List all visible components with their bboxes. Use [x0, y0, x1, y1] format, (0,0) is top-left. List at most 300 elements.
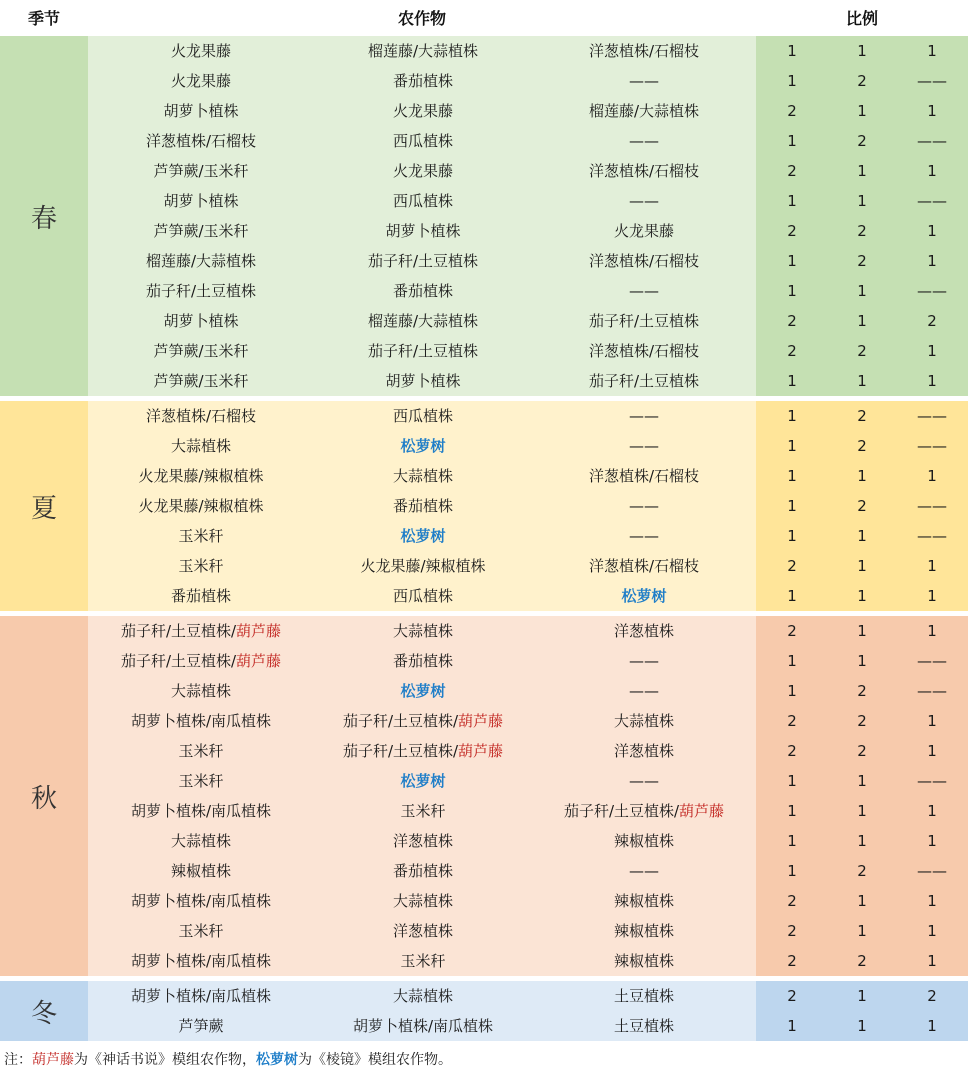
- crop-name: 洋葱植株: [392, 832, 453, 850]
- table-row: [0, 646, 968, 676]
- crop-name: 辣椒植株: [613, 952, 674, 970]
- table-row: [0, 826, 968, 856]
- ratio-cell-2: 1: [857, 652, 867, 670]
- crop-cell-1: [88, 706, 314, 736]
- note-prefix: 注：: [4, 1052, 32, 1068]
- season-group-autumn: [0, 616, 968, 976]
- crop-name: 洋葱植株: [613, 742, 674, 760]
- ratio-cell-1: 1: [787, 682, 797, 700]
- crop-cell-1: [88, 521, 314, 551]
- ratio-cell-3: 1: [927, 952, 937, 970]
- ratio-cell-3: ——: [917, 862, 947, 880]
- crop-cell-2: [314, 126, 532, 156]
- table-row: [0, 366, 968, 396]
- crop-cell-3: [532, 916, 756, 946]
- ratio-cell-3: 1: [927, 742, 937, 760]
- crop-name: 洋葱植株: [392, 922, 453, 940]
- crop-name: 玉米秆: [178, 527, 224, 545]
- crop-cell-3: [532, 431, 756, 461]
- ratio-cell-1: 1: [787, 587, 797, 605]
- crop-cell-3: [532, 306, 756, 336]
- crop-name: 大蒜植株: [170, 437, 231, 455]
- ratio-cell-3: 1: [927, 802, 937, 820]
- ratio-cell-2: 2: [857, 72, 867, 90]
- table-row: [0, 616, 968, 646]
- crop-name: 洋葱植株/石榴枝: [588, 252, 700, 270]
- crop-name: 玉米秆: [178, 922, 224, 940]
- crop-name: 番茄植株: [392, 862, 453, 880]
- ratio-cell-2: 1: [857, 42, 867, 60]
- crop-name: ——: [629, 682, 659, 700]
- ratio-cell-1: 1: [787, 132, 797, 150]
- crop-name: 番茄植株: [392, 72, 453, 90]
- crop-name: 番茄植株: [170, 587, 231, 605]
- ratio-cell-1: 1: [787, 802, 797, 820]
- crop-name: 松萝树: [400, 682, 446, 700]
- ratio-cell-3: 1: [927, 622, 937, 640]
- crop-cell-2: [314, 616, 532, 646]
- note-mod1-text: 为《神话书说》模组农作物，: [74, 1052, 256, 1068]
- ratio-cell-3: 1: [927, 102, 937, 120]
- header-ratio: 比例: [845, 9, 878, 28]
- crop-cell-2: [314, 676, 532, 706]
- crop-cell-3: [532, 96, 756, 126]
- ratio-cell-2: 2: [857, 132, 867, 150]
- crop-cell-2: [314, 886, 532, 916]
- crop-cell-2: [314, 706, 532, 736]
- crop-name: 洋葱植株/石榴枝: [588, 162, 700, 180]
- table-row: [0, 581, 968, 611]
- crop-name: 胡萝卜植株: [385, 222, 461, 240]
- ratio-cell-1: 1: [787, 437, 797, 455]
- crop-name: 松萝树: [400, 772, 446, 790]
- crop-name: ——: [629, 407, 659, 425]
- crop-name: 辣椒植株: [170, 862, 231, 880]
- crop-cell-2: [314, 431, 532, 461]
- season-label-autumn: 秋: [0, 616, 88, 976]
- crop-cell-1: [88, 616, 314, 646]
- ratio-cell-1: 1: [787, 72, 797, 90]
- ratio-cell-2: 2: [857, 252, 867, 270]
- crop-name: 西瓜植株: [392, 587, 453, 605]
- crop-name: 洋葱植株/石榴枝: [588, 557, 700, 575]
- ratio-cell-3: ——: [917, 497, 947, 515]
- ratio-cell-1: 2: [787, 952, 797, 970]
- crop-name: 大蒜植株: [392, 987, 453, 1005]
- ratio-cell-1: 2: [787, 557, 797, 575]
- ratio-cell-3: ——: [917, 772, 947, 790]
- crop-name: 茄子秆/土豆植株: [588, 372, 700, 390]
- crop-cell-3: [532, 736, 756, 766]
- ratio-cell-3: 1: [927, 372, 937, 390]
- crop-cell-2: [314, 96, 532, 126]
- ratio-cell-2: 2: [857, 222, 867, 240]
- crop-cell-3: [532, 551, 756, 581]
- ratio-cell-3: 1: [927, 252, 937, 270]
- crop-name: ——: [629, 437, 659, 455]
- ratio-cell-2: 1: [857, 282, 867, 300]
- table-row: [0, 186, 968, 216]
- crop-cell-2: [314, 946, 532, 976]
- crop-cell-2: [314, 276, 532, 306]
- crop-name: 火龙果藤/辣椒植株: [138, 497, 264, 515]
- ratio-cell-1: 2: [787, 987, 797, 1005]
- crop-cell-1: [88, 366, 314, 396]
- crop-cell-1: [88, 736, 314, 766]
- crop-cell-3: [532, 796, 756, 826]
- ratio-cell-3: 1: [927, 162, 937, 180]
- table-row: [0, 796, 968, 826]
- crop-name: 大蒜植株: [392, 892, 453, 910]
- ratio-cell-3: ——: [917, 437, 947, 455]
- crop-cell-3: [532, 216, 756, 246]
- ratio-cell-3: 1: [927, 587, 937, 605]
- crop-name: 胡萝卜植株: [163, 312, 239, 330]
- crop-cell-2: [314, 306, 532, 336]
- ratio-cell-2: 1: [857, 772, 867, 790]
- ratio-cell-1: 2: [787, 102, 797, 120]
- table-row: [0, 276, 968, 306]
- table-row: [0, 946, 968, 976]
- crop-cell-3: [532, 401, 756, 431]
- crop-name: 辣椒植株: [613, 922, 674, 940]
- crop-cell-2: [314, 521, 532, 551]
- ratio-cell-1: 1: [787, 467, 797, 485]
- ratio-cell-2: 1: [857, 832, 867, 850]
- crop-name: 火龙果藤/辣椒植株: [138, 467, 264, 485]
- crop-cell-3: [532, 461, 756, 491]
- crop-cell-1: [88, 886, 314, 916]
- crop-name: 榴莲藤/大蒜植株: [367, 312, 479, 330]
- crop-name: 洋葱植株/石榴枝: [588, 467, 700, 485]
- ratio-cell-3: 1: [927, 892, 937, 910]
- crop-name: 大蒜植株: [170, 832, 231, 850]
- ratio-cell-1: 1: [787, 1017, 797, 1035]
- crop-name: 洋葱植株: [613, 622, 674, 640]
- crop-cell-3: [532, 981, 756, 1011]
- crop-cell-1: [88, 431, 314, 461]
- crop-name: 洋葱植株/石榴枝: [588, 342, 700, 360]
- ratio-cell-1: 2: [787, 742, 797, 760]
- ratio-cell-2: 1: [857, 987, 867, 1005]
- crop-cell-3: [532, 946, 756, 976]
- crop-name: 洋葱植株/石榴枝: [145, 132, 257, 150]
- crop-name: 胡萝卜植株/南瓜植株: [130, 952, 272, 970]
- ratio-cell-1: 2: [787, 922, 797, 940]
- crop-name: 茄子秆/土豆植株/: [120, 622, 237, 640]
- crop-cell-3: [532, 1011, 756, 1041]
- crop-name: 茄子秆/土豆植株/: [120, 652, 237, 670]
- ratio-cell-1: 1: [787, 407, 797, 425]
- crop-name: 火龙果藤: [170, 72, 231, 90]
- crop-cell-1: [88, 796, 314, 826]
- ratio-cell-3: ——: [917, 132, 947, 150]
- crop-name: ——: [629, 132, 659, 150]
- crop-name: 胡萝卜植株: [163, 102, 239, 120]
- crop-name: 大蒜植株: [613, 712, 674, 730]
- ratio-cell-2: 2: [857, 437, 867, 455]
- crop-name: 西瓜植株: [392, 407, 453, 425]
- ratio-cell-1: 1: [787, 282, 797, 300]
- crop-cell-1: [88, 856, 314, 886]
- table-row: [0, 96, 968, 126]
- crop-name: 芦笋蕨/玉米秆: [153, 162, 249, 180]
- crop-cell-3: [532, 126, 756, 156]
- ratio-cell-2: 1: [857, 467, 867, 485]
- table-row: [0, 431, 968, 461]
- ratio-cell-1: 1: [787, 252, 797, 270]
- table-row: [0, 1011, 968, 1041]
- ratio-cell-2: 2: [857, 712, 867, 730]
- ratio-cell-1: 1: [787, 192, 797, 210]
- ratio-cell-2: 1: [857, 527, 867, 545]
- ratio-cell-2: 2: [857, 407, 867, 425]
- ratio-cell-2: 1: [857, 802, 867, 820]
- season-group-summer: [0, 401, 968, 611]
- crop-cell-3: [532, 886, 756, 916]
- ratio-cell-1: 2: [787, 222, 797, 240]
- crop-name: 茄子秆/土豆植株/: [342, 742, 459, 760]
- ratio-cell-2: 2: [857, 952, 867, 970]
- table-row: [0, 336, 968, 366]
- crop-name: 玉米秆: [178, 772, 224, 790]
- crop-cell-3: [532, 186, 756, 216]
- crop-name: 番茄植株: [392, 652, 453, 670]
- crop-cell-3: [532, 581, 756, 611]
- crop-cell-1: [88, 461, 314, 491]
- table-row: [0, 216, 968, 246]
- crop-name: 番茄植株: [392, 282, 453, 300]
- crop-cell-1: [88, 1011, 314, 1041]
- table-row: [0, 886, 968, 916]
- season-label-winter: 冬: [0, 981, 88, 1041]
- table-row: [0, 246, 968, 276]
- crop-cell-1: [88, 646, 314, 676]
- ratio-cell-3: 1: [927, 342, 937, 360]
- crop-cell-2: [314, 36, 532, 66]
- crop-cell-3: [532, 676, 756, 706]
- crop-name: 土豆植株: [613, 987, 674, 1005]
- ratio-cell-2: 1: [857, 557, 867, 575]
- ratio-cell-1: 1: [787, 42, 797, 60]
- table-row: [0, 856, 968, 886]
- ratio-cell-3: 1: [927, 1017, 937, 1035]
- crop-cell-2: [314, 916, 532, 946]
- crop-cell-2: [314, 401, 532, 431]
- crop-cell-3: [532, 706, 756, 736]
- ratio-cell-3: 2: [927, 312, 937, 330]
- crop-name: 玉米秆: [400, 802, 446, 820]
- crop-cell-3: [532, 856, 756, 886]
- ratio-cell-2: 1: [857, 372, 867, 390]
- crop-cell-1: [88, 581, 314, 611]
- crop-name: 芦笋蕨/玉米秆: [153, 342, 249, 360]
- crop-cell-2: [314, 766, 532, 796]
- crop-name: 大蒜植株: [170, 682, 231, 700]
- crop-name: 辣椒植株: [613, 892, 674, 910]
- crop-cell-3: [532, 766, 756, 796]
- crop-name: 火龙果藤: [392, 102, 453, 120]
- crop-name: 火龙果藤: [170, 42, 231, 60]
- crop-cell-1: [88, 491, 314, 521]
- table-row: [0, 36, 968, 66]
- table-row: [0, 401, 968, 431]
- footnote: [4, 1048, 452, 1072]
- table-row: [0, 916, 968, 946]
- crop-name: 大蒜植株: [392, 467, 453, 485]
- crop-name: 洋葱植株/石榴枝: [145, 407, 257, 425]
- ratio-cell-2: 2: [857, 497, 867, 515]
- crop-cell-2: [314, 246, 532, 276]
- crop-name: 芦笋蕨/玉米秆: [153, 222, 249, 240]
- crop-name: 葫芦藤: [458, 742, 504, 760]
- ratio-cell-2: 1: [857, 922, 867, 940]
- crop-cell-3: [532, 276, 756, 306]
- crop-name: ——: [629, 72, 659, 90]
- crop-name: 胡萝卜植株/南瓜植株: [130, 987, 272, 1005]
- ratio-cell-1: 1: [787, 772, 797, 790]
- crop-name: 茄子秆/土豆植株/: [563, 802, 680, 820]
- crop-cell-2: [314, 646, 532, 676]
- ratio-cell-1: 2: [787, 892, 797, 910]
- crop-cell-1: [88, 186, 314, 216]
- crop-name: 松萝树: [400, 527, 446, 545]
- crop-name: 榴莲藤/大蒜植株: [145, 252, 257, 270]
- note-mod2-text: 为《棱镜》模组农作物。: [298, 1052, 452, 1068]
- crop-name: 番茄植株: [392, 497, 453, 515]
- crop-cell-1: [88, 306, 314, 336]
- crop-name: 葫芦藤: [236, 652, 282, 670]
- crop-cell-2: [314, 796, 532, 826]
- crop-name: ——: [629, 862, 659, 880]
- crop-cell-3: [532, 646, 756, 676]
- crop-name: 芦笋蕨: [178, 1017, 224, 1035]
- crop-name: 洋葱植株/石榴枝: [588, 42, 700, 60]
- crop-cell-2: [314, 491, 532, 521]
- crop-cell-3: [532, 491, 756, 521]
- ratio-cell-2: 1: [857, 622, 867, 640]
- crop-name: ——: [629, 652, 659, 670]
- ratio-cell-3: ——: [917, 407, 947, 425]
- ratio-cell-2: 2: [857, 862, 867, 880]
- crop-name: 茄子秆/土豆植株/: [342, 712, 459, 730]
- crop-name: ——: [629, 282, 659, 300]
- ratio-cell-2: 1: [857, 587, 867, 605]
- ratio-cell-2: 1: [857, 162, 867, 180]
- crop-cell-3: [532, 66, 756, 96]
- crop-cell-2: [314, 461, 532, 491]
- crop-name: 松萝树: [621, 587, 667, 605]
- crop-name: 茄子秆/土豆植株: [145, 282, 257, 300]
- crop-cell-2: [314, 551, 532, 581]
- crop-cell-1: [88, 156, 314, 186]
- crop-cell-2: [314, 856, 532, 886]
- crop-cell-2: [314, 1011, 532, 1041]
- season-group-spring: [0, 36, 968, 396]
- crop-cell-3: [532, 616, 756, 646]
- ratio-cell-3: ——: [917, 527, 947, 545]
- crop-name: ——: [629, 527, 659, 545]
- crop-cell-1: [88, 551, 314, 581]
- crop-cell-1: [88, 216, 314, 246]
- crop-cell-3: [532, 36, 756, 66]
- crop-cell-2: [314, 156, 532, 186]
- crop-cell-3: [532, 521, 756, 551]
- crop-name: 西瓜植株: [392, 192, 453, 210]
- crop-cell-1: [88, 676, 314, 706]
- crop-cell-3: [532, 336, 756, 366]
- crop-name: 胡萝卜植株: [385, 372, 461, 390]
- header-crops: 农作物: [397, 9, 446, 28]
- crop-name: 葫芦藤: [236, 622, 282, 640]
- table-row: [0, 491, 968, 521]
- crop-name: 茄子秆/土豆植株: [588, 312, 700, 330]
- ratio-cell-3: ——: [917, 682, 947, 700]
- ratio-cell-1: 1: [787, 372, 797, 390]
- crop-name: 茄子秆/土豆植株: [367, 342, 479, 360]
- note-mod1-crop: 葫芦藤: [32, 1052, 74, 1068]
- ratio-cell-2: 1: [857, 1017, 867, 1035]
- crop-cell-1: [88, 246, 314, 276]
- ratio-cell-2: 1: [857, 192, 867, 210]
- ratio-cell-3: 2: [927, 987, 937, 1005]
- crop-name: 土豆植株: [613, 1017, 674, 1035]
- ratio-cell-3: 1: [927, 922, 937, 940]
- table-row: [0, 706, 968, 736]
- crop-cell-1: [88, 946, 314, 976]
- table-row: [0, 766, 968, 796]
- table-row: [0, 461, 968, 491]
- ratio-cell-2: 1: [857, 892, 867, 910]
- ratio-cell-1: 1: [787, 527, 797, 545]
- crop-name: 火龙果藤: [613, 222, 674, 240]
- crop-name: 玉米秆: [178, 557, 224, 575]
- crop-cell-1: [88, 276, 314, 306]
- ratio-cell-2: 2: [857, 742, 867, 760]
- crop-cell-3: [532, 246, 756, 276]
- crop-cell-1: [88, 126, 314, 156]
- crop-cell-2: [314, 336, 532, 366]
- crop-name: 西瓜植株: [392, 132, 453, 150]
- ratio-cell-1: 2: [787, 712, 797, 730]
- crop-cell-2: [314, 366, 532, 396]
- crop-cell-1: [88, 66, 314, 96]
- table-row: [0, 981, 968, 1011]
- table-row: [0, 736, 968, 766]
- crop-name: 玉米秆: [400, 952, 446, 970]
- crop-name: 芦笋蕨/玉米秆: [153, 372, 249, 390]
- crop-name: 玉米秆: [178, 742, 224, 760]
- ratio-cell-3: 1: [927, 712, 937, 730]
- ratio-cell-1: 1: [787, 652, 797, 670]
- crop-name: 胡萝卜植株: [163, 192, 239, 210]
- ratio-cell-3: ——: [917, 72, 947, 90]
- table-row: [0, 126, 968, 156]
- ratio-cell-3: 1: [927, 222, 937, 240]
- ratio-cell-1: 1: [787, 862, 797, 880]
- ratio-cell-3: ——: [917, 192, 947, 210]
- table-row: [0, 156, 968, 186]
- crop-name: 松萝树: [400, 437, 446, 455]
- ratio-cell-3: ——: [917, 652, 947, 670]
- crop-name: 胡萝卜植株/南瓜植株: [130, 802, 272, 820]
- season-label-summer: 夏: [0, 401, 88, 611]
- crop-cell-2: [314, 66, 532, 96]
- crop-cell-3: [532, 156, 756, 186]
- ratio-cell-2: 1: [857, 102, 867, 120]
- crop-cell-1: [88, 981, 314, 1011]
- crop-cell-2: [314, 216, 532, 246]
